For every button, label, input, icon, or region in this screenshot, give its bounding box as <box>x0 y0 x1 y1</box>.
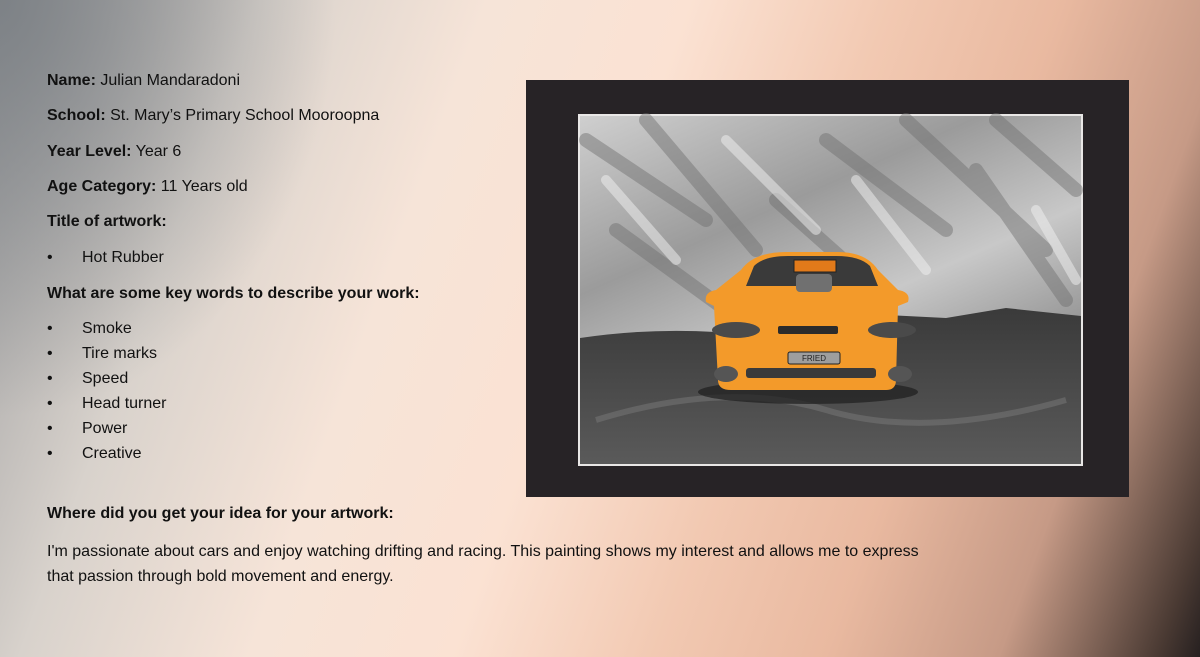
right-headlight <box>868 322 916 338</box>
year-level-label: Year Level: <box>47 143 132 160</box>
license-plate-text: FRIED <box>802 354 826 363</box>
bullet-marker: • <box>47 420 53 437</box>
car-lower-intake <box>746 368 876 378</box>
title-heading: Title of artwork: <box>47 213 167 230</box>
keywords-heading: What are some key words to describe your work: <box>47 285 420 302</box>
school-row <box>47 107 379 125</box>
name-label: Name: <box>47 72 96 89</box>
bullet-marker: • <box>47 395 53 412</box>
bullet-marker: • <box>47 370 53 387</box>
school-value: St. Mary’s Primary School Mooroopna <box>105 107 380 124</box>
year-level-row <box>47 143 181 161</box>
car-supercharger <box>794 260 836 272</box>
keyword-text: Tire marks <box>82 345 157 362</box>
keyword-text: Power <box>82 420 128 437</box>
keyword-text: Speed <box>82 370 129 387</box>
bullet-marker: • <box>47 320 53 337</box>
car-grille <box>778 326 838 334</box>
bullet-marker: • <box>47 249 53 266</box>
keyword-text: Smoke <box>82 320 132 337</box>
artwork-painting <box>526 80 1129 497</box>
name-value: Julian Mandaradoni <box>95 72 240 89</box>
idea-text: I'm passionate about cars and enjoy watching drifting and racing. This painting shows my interest and allows me to express that passion through bold movement and energy. <box>47 543 919 585</box>
age-category-value: 11 Years old <box>156 178 248 195</box>
bullet-marker: • <box>47 345 53 362</box>
keyword-text: Head turner <box>82 395 167 412</box>
title-value: Hot Rubber <box>82 249 164 266</box>
right-fog-light <box>888 366 912 382</box>
bullet-marker: • <box>47 445 53 462</box>
school-label: School: <box>47 107 106 124</box>
left-fog-light <box>714 366 738 382</box>
left-headlight <box>712 322 760 338</box>
keyword-text: Creative <box>82 445 142 462</box>
artwork-image <box>526 80 1129 497</box>
idea-heading: Where did you get your idea for your artwork: <box>47 505 394 522</box>
car-blower <box>796 274 832 292</box>
age-category-label: Age Category: <box>47 178 157 195</box>
age-category-row <box>47 178 248 196</box>
name-row <box>47 72 240 90</box>
year-level-value: Year 6 <box>131 143 182 160</box>
